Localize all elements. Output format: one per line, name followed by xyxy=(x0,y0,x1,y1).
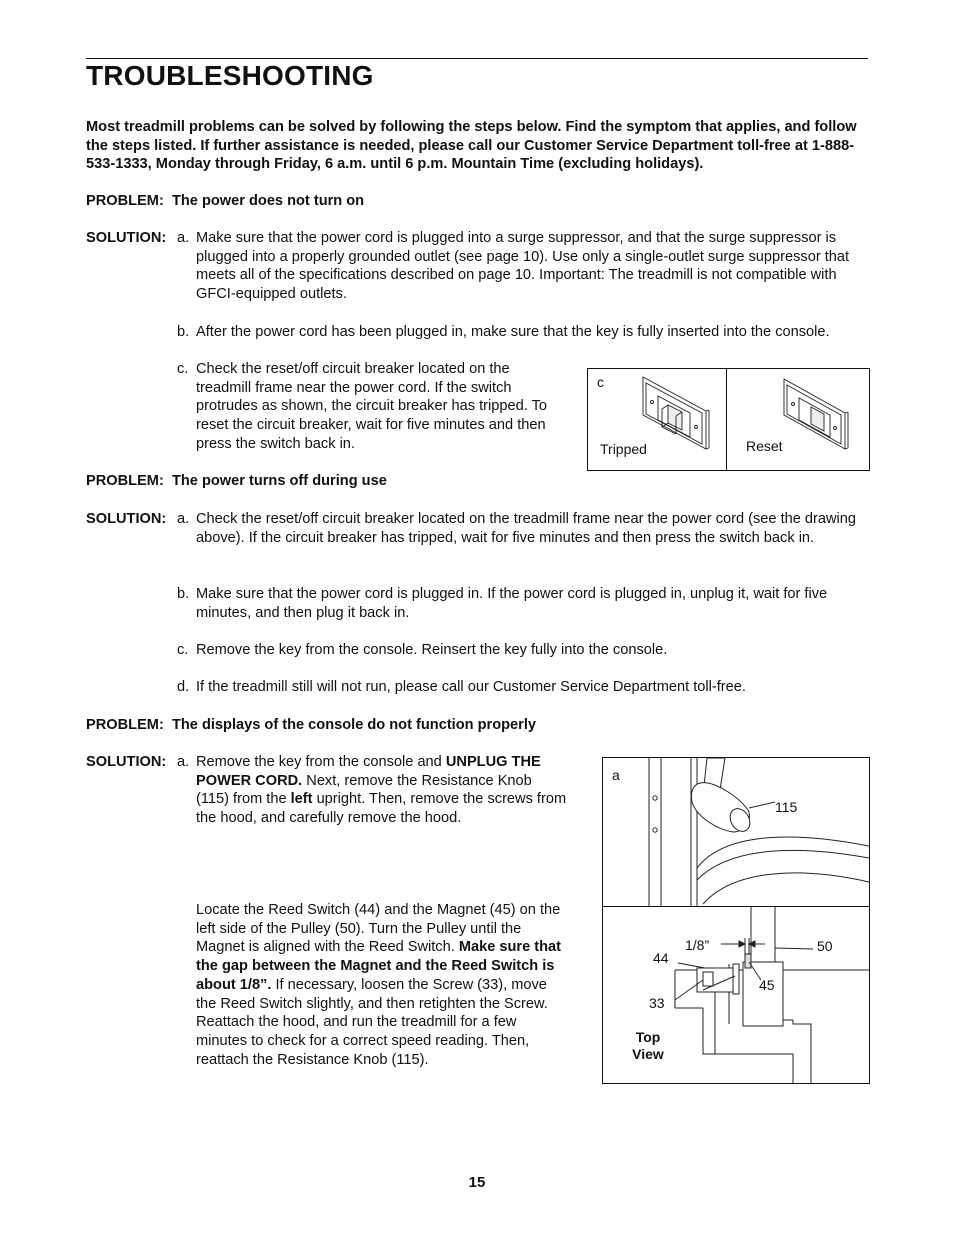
magnet-label: 45 xyxy=(759,977,775,993)
step-text: Make sure that the power cord is plugged into a surge suppressor, and that the surge suppressor is plugged into a properly grounded outlet (see page 10). Use only a single-outlet surge suppressor that meets all of the specifications described on page 10. Important: The treadmill is not compatible with GFCI-equipped outlets. xyxy=(196,230,850,303)
magnet-icon xyxy=(745,954,751,968)
figure-letter: a xyxy=(612,767,620,783)
pulley-label: 50 xyxy=(817,938,833,954)
step-letter: a. xyxy=(177,230,190,246)
intro-paragraph: Most treadmill problems can be solved by following the steps below. Find the symptom that applies, and follow the steps listed. If further assistance is needed, please call our Customer Service Department toll-free at 1-888-533-1333, Monday through Friday, 6 a.m. until 6 p.m. Mountain Time (excluding holidays). xyxy=(86,119,857,173)
step-text: Check the reset/off circuit breaker located on the treadmill frame near the power cord (see the drawing above). If the circuit breaker has tripped, wait for five minutes and then press the switch back in. xyxy=(196,511,857,546)
step-letter: b. xyxy=(177,586,190,602)
step-text: Check the reset/off circuit breaker located on the treadmill frame near the power cord. If the switch protrudes as shown, the circuit breaker has tripped. To reset the circuit breaker, wait for five minutes and then press the switch back in. xyxy=(196,361,547,452)
step-text: After the power cord has been plugged in, make sure that the key is fully inserted into the console. xyxy=(196,324,830,340)
figure-letter: c xyxy=(597,374,604,390)
tripped-switch-icon xyxy=(643,377,709,449)
view-label-line-2: View xyxy=(632,1046,664,1062)
page-number: 15 xyxy=(468,1174,486,1191)
tripped-label: Tripped xyxy=(600,441,647,457)
step-letter: c. xyxy=(177,361,189,377)
step-letter: b. xyxy=(177,324,190,340)
circuit-breaker-drawing xyxy=(588,369,869,470)
step-letter: d. xyxy=(177,679,190,695)
step-text: Remove the key from the console. Reinsert the key fully into the console. xyxy=(196,642,668,658)
reed-switch-icon xyxy=(697,964,739,994)
solution-2-label: SOLUTION: xyxy=(86,511,167,527)
reed-switch-label: 44 xyxy=(653,950,669,966)
step-letter: a. xyxy=(177,754,190,770)
step-letter: a. xyxy=(177,511,190,527)
step-text: Remove the key from the console and UNPLUG THE POWER CORD. Next, remove the Resistance Knob (115) from the left upright. Then, remove the screws from the hood, and carefully remove the hood. xyxy=(196,754,567,827)
step-letter: c. xyxy=(177,642,189,658)
view-label-line-1: Top xyxy=(635,1029,661,1045)
pulley-top-view-drawing xyxy=(675,907,869,1083)
knob-label: 115 xyxy=(775,799,798,815)
page-title: TROUBLESHOOTING xyxy=(86,60,374,91)
problem-1-heading: PROBLEM: The power does not turn on xyxy=(86,193,365,209)
reed-switch-drawing xyxy=(603,758,869,1083)
reed-switch-figure xyxy=(602,757,870,1084)
step-text: Make sure that the power cord is plugged in. If the power cord is plugged in, unplug it, wait for five minutes, and then plug it back in. xyxy=(196,586,828,621)
solution-1-label: SOLUTION: xyxy=(86,230,167,246)
reset-switch-icon xyxy=(784,379,848,449)
top-rule xyxy=(86,58,868,59)
gap-dimension xyxy=(721,938,765,954)
solution-3-label: SOLUTION: xyxy=(86,754,167,770)
problem-3-heading: PROBLEM: The displays of the console do not function properly xyxy=(86,717,537,733)
upright-drawing xyxy=(649,758,869,906)
step-text: If the treadmill still will not run, please call our Customer Service Department toll-free. xyxy=(196,679,746,695)
gap-label: 1/8” xyxy=(685,937,710,953)
circuit-breaker-figure xyxy=(587,368,870,471)
reset-label: Reset xyxy=(746,438,783,454)
resistance-knob-icon xyxy=(691,758,775,835)
screw-label: 33 xyxy=(649,995,665,1011)
problem-2-heading: PROBLEM: The power turns off during use xyxy=(86,473,387,489)
step-text: Locate the Reed Switch (44) and the Magnet (45) on the left side of the Pulley (50). Turn the Pulley until the Magnet is aligned with the Reed Switch. Make sure that the gap between the Magnet and the Reed Switch is about 1/8”. If necessary, loosen the Screw (33), move the Reed Switch slightly, and then retighten the Screw. Reattach the hood, and run the treadmill for a few minutes to check for a correct speed reading. Then, reattach the Resistance Knob (115). xyxy=(196,902,562,1068)
